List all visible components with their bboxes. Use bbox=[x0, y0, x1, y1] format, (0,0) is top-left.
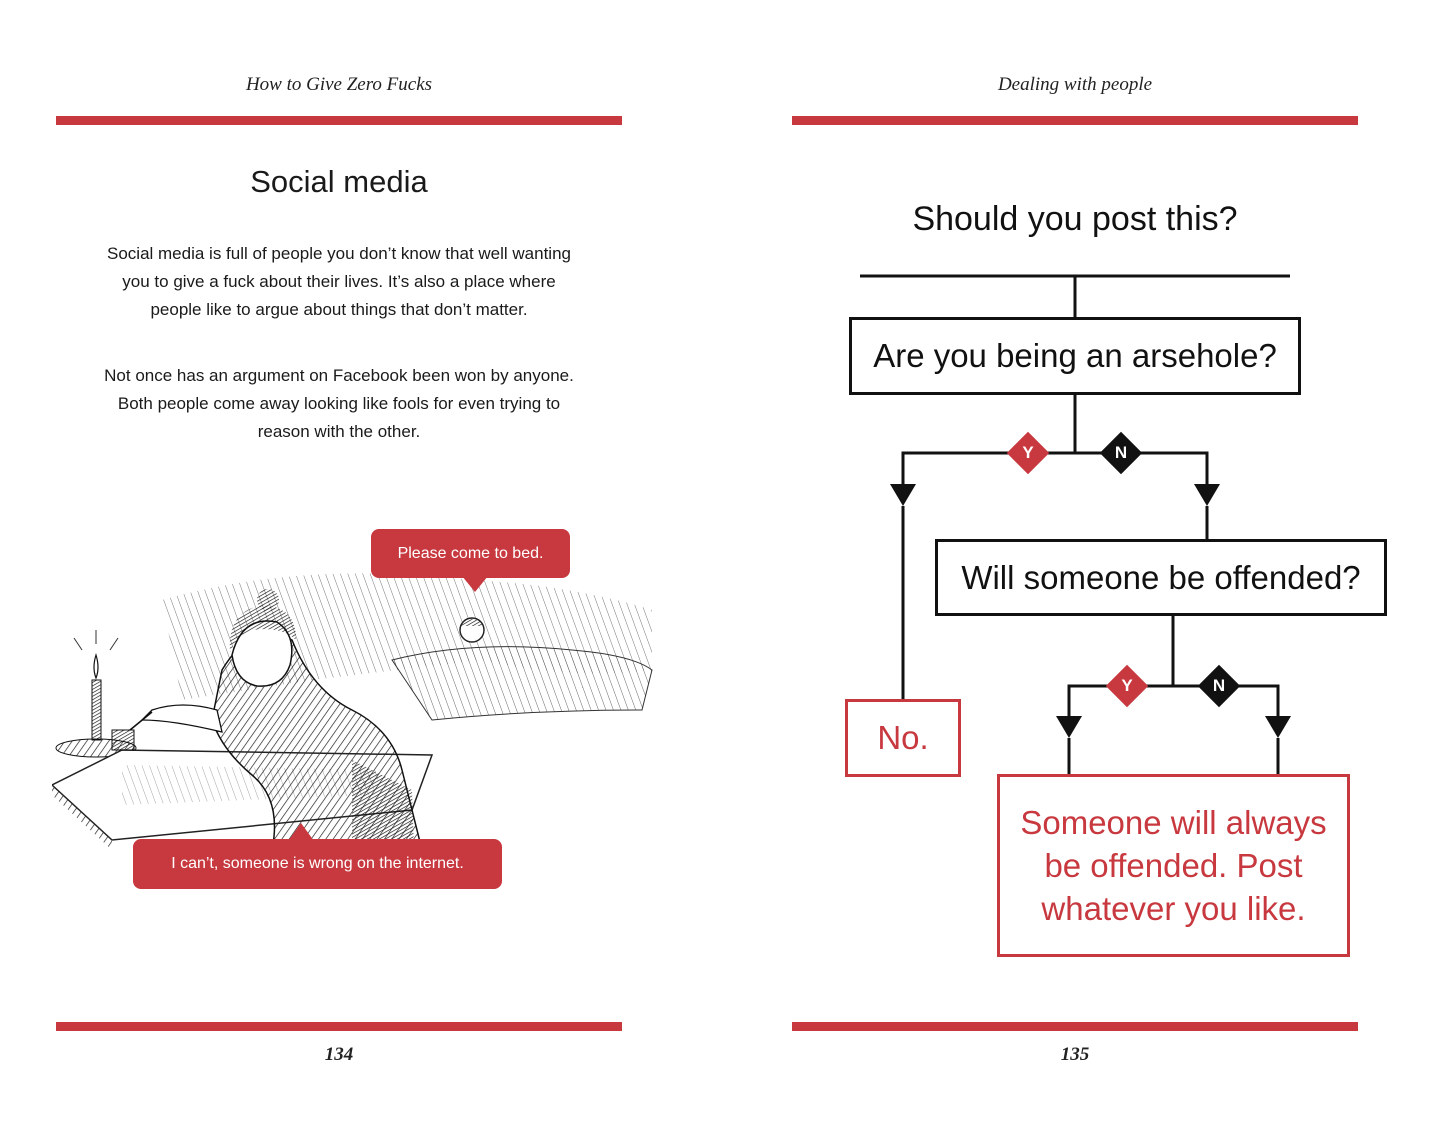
page-number-right: 135 bbox=[1060, 1044, 1090, 1065]
question-text-arsehole: Are you being an arsehole? bbox=[873, 337, 1277, 374]
page-number-left: 134 bbox=[324, 1044, 354, 1065]
arrow-q2-no bbox=[1265, 716, 1291, 738]
no-diamond-1 bbox=[1099, 431, 1143, 475]
flowchart-title: Should you post this? bbox=[912, 200, 1238, 238]
result-text-post: Someone will always be offended. Post whatever you like. bbox=[1020, 804, 1327, 927]
bottom-rule-right bbox=[792, 1022, 1358, 1031]
no-diamond-1-label: N bbox=[1114, 443, 1128, 462]
speech-bubble-top-text: Please come to bed. bbox=[397, 544, 544, 562]
yes-diamond-2-label: Y bbox=[1121, 676, 1133, 695]
yes-diamond-2 bbox=[1105, 664, 1149, 708]
arrow-q1-yes bbox=[890, 484, 916, 506]
arrow-q2-yes bbox=[1056, 716, 1082, 738]
question-box-offended bbox=[935, 539, 1387, 616]
body-paragraph-1: Social media is full of people you don’t know that well wanting you to give a fuck about their lives. It’s also a place where people like to argue about things that don’t matter. bbox=[107, 244, 571, 319]
result-box-no bbox=[845, 699, 961, 777]
section-title: Social media bbox=[250, 164, 428, 199]
result-text-no: No. bbox=[877, 719, 929, 756]
question-text-offended: Will someone be offended? bbox=[961, 558, 1361, 596]
body-paragraph-2: Not once has an argument on Facebook been won by anyone. Both people come away looking like fools for even trying to reason with the other. bbox=[104, 366, 574, 441]
yes-diamond-1 bbox=[1006, 431, 1050, 475]
right-running-head: Dealing with people bbox=[997, 74, 1153, 95]
no-diamond-2 bbox=[1197, 664, 1241, 708]
question-box-arsehole bbox=[849, 317, 1301, 395]
arrow-q1-no bbox=[1194, 484, 1220, 506]
no-diamond-2-label: N bbox=[1212, 676, 1226, 695]
speech-bubble-bottom-text: I can’t, someone is wrong on the internet. bbox=[171, 855, 464, 872]
yes-diamond-1-label: Y bbox=[1022, 443, 1034, 462]
left-running-head: How to Give Zero Fucks bbox=[245, 74, 433, 95]
result-box-post bbox=[997, 774, 1350, 957]
